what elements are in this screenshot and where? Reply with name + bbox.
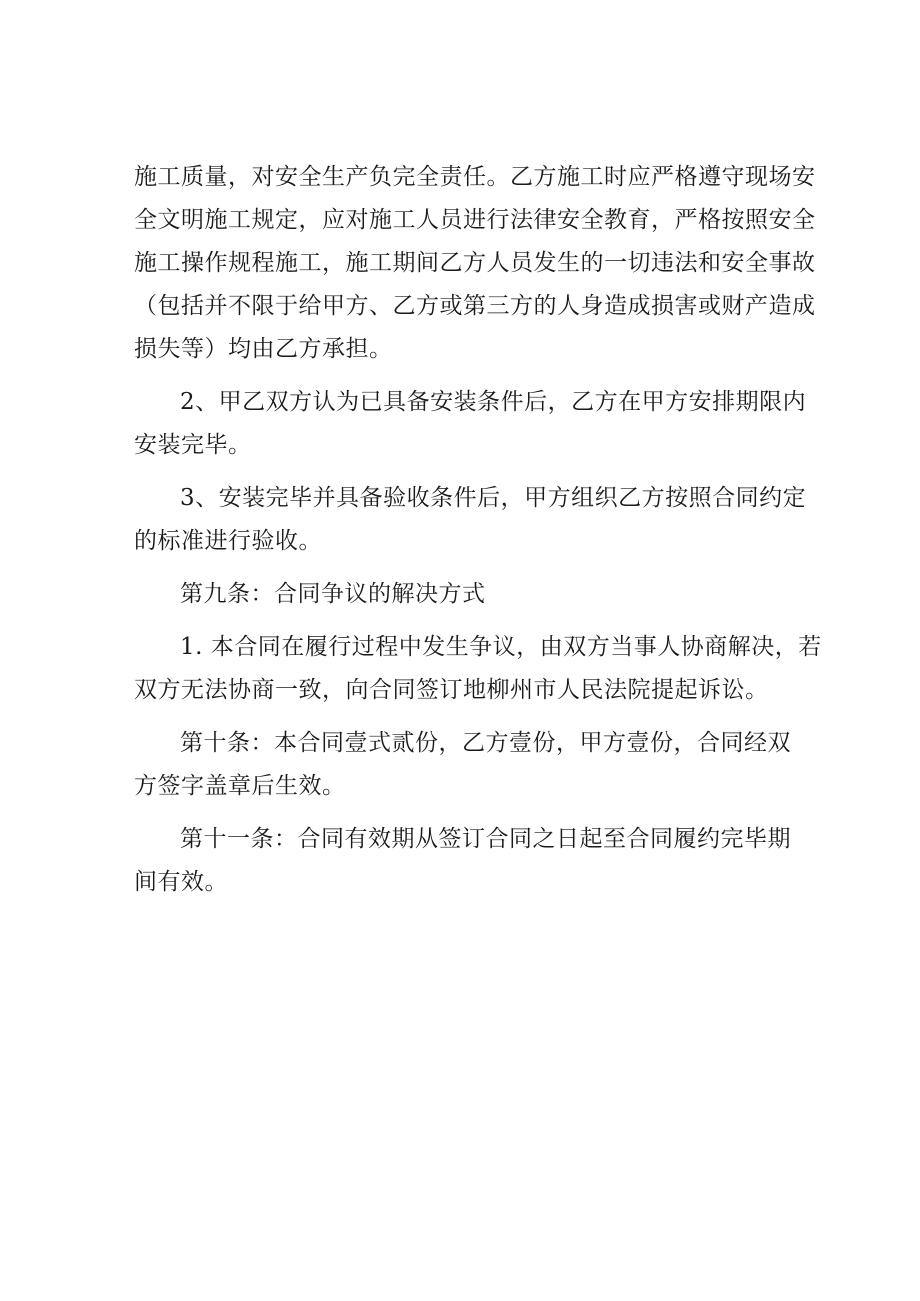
text-line: 第十一条：合同有效期从签订合同之日起至合同履约完毕期 bbox=[180, 826, 791, 852]
text-line: 施工质量，对安全生产负完全责任。乙方施工时应严格遵守现场安 bbox=[134, 164, 816, 190]
article-11-validity bbox=[134, 818, 794, 904]
paragraph-clause-2-installation bbox=[134, 381, 807, 467]
text-line: 施工操作规程施工，施工期间乙方人员发生的一切违法和安全事故 bbox=[134, 250, 816, 276]
document-body bbox=[134, 156, 822, 914]
article-10-copies bbox=[134, 722, 794, 808]
text-line: 2、甲乙双方认为已具备安装条件后，乙方在甲方安排期限内 bbox=[180, 389, 807, 415]
text-line: 损失等）均由乙方承担。 bbox=[134, 336, 393, 362]
article-9-heading bbox=[134, 573, 794, 616]
text-line: 第十条：本合同壹式贰份，乙方壹份，甲方壹份，合同经双 bbox=[180, 730, 791, 756]
paragraph-clause-3-acceptance bbox=[134, 477, 807, 563]
paragraph-dispute-resolution bbox=[134, 626, 822, 712]
text-line: 第九条：合同争议的解决方式 bbox=[180, 581, 486, 607]
text-line: 3、安装完毕并具备验收条件后，甲方组织乙方按照合同约定 bbox=[180, 485, 807, 511]
text-line: 间有效。 bbox=[134, 869, 228, 895]
text-line: 方签字盖章后生效。 bbox=[134, 773, 346, 799]
text-line: 全文明施工规定，应对施工人员进行法律安全教育，严格按照安全 bbox=[134, 207, 816, 233]
text-line: 的标准进行验收。 bbox=[134, 528, 322, 554]
paragraph-safety-responsibility bbox=[134, 156, 816, 371]
text-line: 1. 本合同在履行过程中发生争议，由双方当事人协商解决，若 bbox=[180, 634, 822, 660]
text-line: 安装完毕。 bbox=[134, 432, 252, 458]
text-line: 双方无法协商一致，向合同签订地柳州市人民法院提起诉讼。 bbox=[134, 677, 769, 703]
text-line: （包括并不限于给甲方、乙方或第三方的人身造成损害或财产造成 bbox=[134, 293, 816, 319]
